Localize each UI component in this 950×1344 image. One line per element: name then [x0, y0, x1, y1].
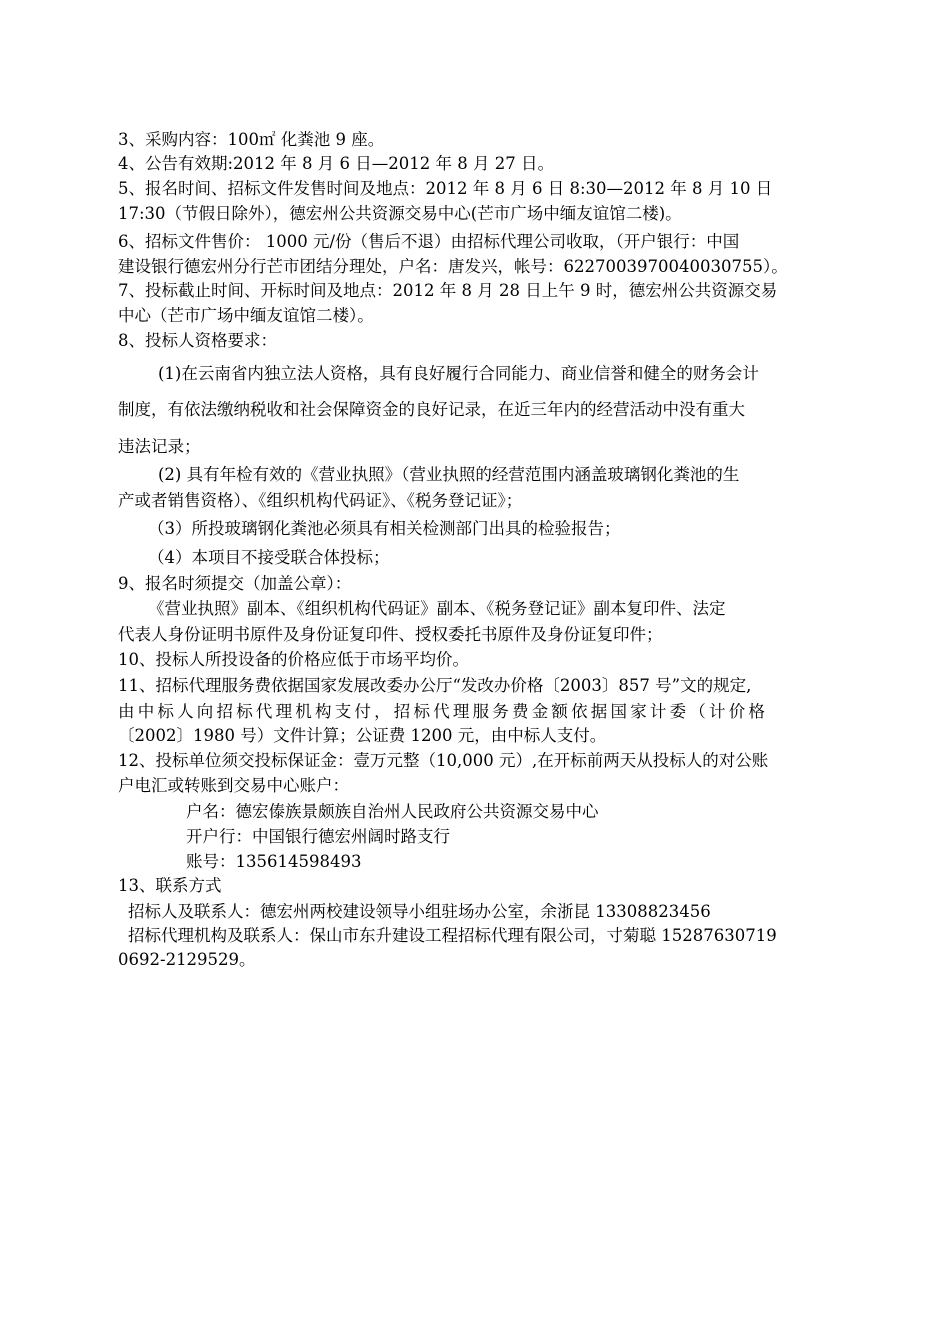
item-3-procurement-content: 3、采购内容：100㎡ 化粪池 9 座。: [118, 130, 385, 149]
qualification-2-line-2: 产或者销售资格）、《组织机构代码证》、《税务登记证》；: [118, 491, 523, 510]
item-11-agency-fee-line-1: 11、招标代理服务费依据国家发展改委办公厅“发改办价格〔2003〕857 号”文的规定,: [118, 676, 752, 695]
item-7-bid-place: 中心（芒市广场中缅友谊馆二楼）。: [118, 306, 374, 325]
item-10-price-requirement: 10、投标人所投设备的价格应低于市场平均价。: [118, 650, 469, 669]
contact-agency: 招标代理机构及联系人：保山市东升建设工程招标代理有限公司，寸菊聪 15287630719: [128, 926, 777, 945]
contact-agency-phone: 0692-2129529。: [118, 950, 256, 969]
item-11-agency-fee-line-2: 由中标人向招标代理机构支付，招标代理服务费金额依据国家计委（计价格: [118, 702, 769, 721]
item-9-submission-heading: 9、报名时须提交（加盖公章）：: [118, 574, 352, 593]
item-6-bank-account: 建设银行德宏州分行芒市团结分理处，户名：唐发兴，帐号：6227003970040030755）。: [118, 257, 788, 276]
contact-tenderer: 招标人及联系人：德宏州两校建设领导小组驻场办公室，余浙昆 13308823456: [128, 902, 711, 921]
item-7-bid-deadline: 7、投标截止时间、开标时间及地点：2012 年 8 月 28 日上午 9 时，德宏州公共资源交易: [118, 281, 778, 300]
item-8-qualifications-heading: 8、投标人资格要求：: [118, 331, 277, 350]
item-5-registration-place: 17:30（节假日除外），德宏州公共资源交易中心(芒市广场中缅友谊馆二楼)。: [118, 204, 682, 223]
qualification-4: （4）本项目不接受联合体投标；: [148, 548, 390, 567]
account-name: 户名：德宏傣族景颇族自治州人民政府公共资源交易中心: [186, 802, 599, 821]
qualification-1-line-3: 违法记录；: [118, 437, 201, 456]
qualification-1-line-1: (1)在云南省内独立法人资格，具有良好履行合同能力、商业信誉和健全的财务会计: [158, 364, 759, 383]
item-11-agency-fee-line-3: 〔2002〕1980 号）文件计算；公证费 1200 元，由中标人支付。: [118, 726, 607, 745]
item-6-document-price: 6、招标文件售价： 1000 元/份（售后不退）由招标代理公司收取，（开户银行：中国: [118, 232, 740, 251]
account-number: 账号：135614598493: [186, 852, 362, 871]
qualification-3: （3）所投玻璃钢化粪池必须具有相关检测部门出具的检验报告；: [148, 519, 621, 538]
account-bank: 开户行：中国银行德宏州阔时路支行: [186, 827, 450, 846]
qualification-1-line-2: 制度，有依法缴纳税收和社会保障资金的良好记录，在近三年内的经营活动中没有重大: [118, 400, 745, 419]
item-5-registration-time: 5、报名时间、招标文件发售时间及地点：2012 年 8 月 6 日 8:30—2012 年 8 月 10 日: [118, 179, 773, 198]
item-9-documents-line-2: 代表人身份证明书原件及身份证复印件、授权委托书原件及身份证复印件；: [118, 625, 663, 644]
item-9-documents-line-1: 《营业执照》副本、《组织机构代码证》副本、《税务登记证》副本复印件、法定: [148, 599, 726, 618]
item-13-contact-heading: 13、联系方式: [118, 876, 222, 895]
item-4-notice-validity: 4、公告有效期:2012 年 8 月 6 日—2012 年 8 月 27 日。: [118, 154, 554, 173]
qualification-2-line-1: (2) 具有年检有效的《营业执照》（营业执照的经营范围内涵盖玻璃钢化粪池的生: [158, 465, 740, 484]
item-12-deposit-line-1: 12、投标单位须交投标保证金：壹万元整（10,000 元）,在开标前两天从投标人的对公账: [118, 751, 769, 770]
item-12-deposit-line-2: 户电汇或转账到交易中心账户：: [118, 776, 349, 795]
